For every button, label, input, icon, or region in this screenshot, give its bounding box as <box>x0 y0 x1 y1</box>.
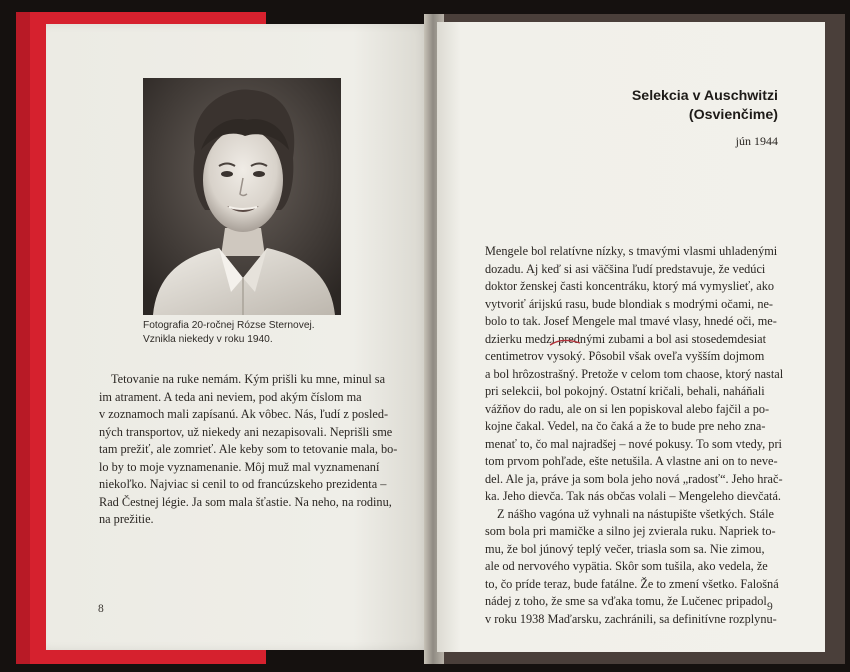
text-line: doktor ženskej časti koncentráku, ktorý má vymyslieť, ako <box>485 279 775 293</box>
text-line: v roku 1938 Maďarsku, zachránili, sa definitívne rozplynu- <box>485 611 777 626</box>
text-line: niekoľko. Najviac si cenil to od francúzskeho prezidenta – <box>99 477 387 491</box>
text-line: tom prvom pohľade, ešte netušila. A vlastne ani on to neve- <box>485 454 778 468</box>
text-line: centimetrov vysoký. Pôsobil však oveľa vyšším dojmom <box>485 349 765 363</box>
chapter-title-line: Selekcia v Auschwitzi <box>631 88 778 104</box>
portrait-photo-icon <box>143 78 341 315</box>
text-line: dozadu. Aj keď si asi väčšina ľudí predstavuje, že vedúci <box>485 261 766 276</box>
portrait-photo <box>143 78 341 315</box>
caption-line: Vznikla niekedy v roku 1940. <box>143 334 273 345</box>
right-page-body <box>485 243 785 628</box>
text-line: vytvoriť árijskú rasu, bude blondiak s modrými očami, ne- <box>485 296 774 311</box>
text-line: Mengele bol relatívne nízky, s tmavými vlasmi uhladenými <box>485 244 778 258</box>
text-line: pri selekcii, bol pokojný. Ostatní kričali, behali, naháňali <box>485 384 765 398</box>
text-line: to, čo príde teraz, bude fatálne. Že to zmení všetko. Falošná <box>485 576 779 591</box>
text-line: menať to, čo mal najradšej – nové pokusy. To som vtedy, pri <box>485 436 782 451</box>
text-line: Rad Čestnej légie. Ja som mala šťastie. Na neho, na rodinu, <box>99 494 392 509</box>
cover-edge <box>16 12 30 664</box>
chapter-title-line: (Osvienčime) <box>688 107 778 123</box>
chapter-date: jún 1944 <box>735 134 778 148</box>
chapter-title <box>632 87 778 125</box>
left-page-paragraph <box>99 371 398 529</box>
text-line: tam prežiť, ale zomrieť. Ale keby som to tetovanie mala, bo- <box>99 442 398 456</box>
text-line: som bola pri mamičke a silno jej zvierala ruku. Napriek to- <box>485 524 776 538</box>
text-line: Z nášho vagóna už vyhnali na nástupište všetkých. Stále <box>497 506 774 521</box>
photo-caption <box>143 319 403 347</box>
text-line: ale od nervového vypätia. Skôr som tušila, ako vedela, že <box>485 559 768 573</box>
text-line: lo by to moje vyznamenanie. Môj muž mal vyznamenaní <box>99 459 380 474</box>
right-page-number: 9 <box>767 601 773 613</box>
text-line: dzierku medzi prednými zubami a bol asi stosedemdesiat <box>485 331 767 346</box>
text-line: ných transportov, už niekedy ani nezapisovali. Neprišli sme <box>99 424 393 439</box>
text-line: im atrament. A teda ani neviem, pod akým číslom ma <box>99 389 362 404</box>
caption-line: Fotografia 20-ročnej Rózse Sternovej. <box>143 320 315 331</box>
text-line: a bol hrôzostrašný. Pretože v celom tom chaose, ktorý nastal <box>485 366 784 381</box>
text-line: kojne čakal. Vedel, na čo čaká a že to bude pre neho zna- <box>485 419 766 433</box>
text-line: mu, že bol júnový teplý večer, triasla som sa. Nie zimou, <box>485 541 765 556</box>
pencil-mark-icon <box>548 337 582 347</box>
text-line: nádej z toho, že sme sa vďaka tomu, že Lučenec pripadol <box>485 594 767 608</box>
left-page-number: 8 <box>98 603 104 615</box>
text-line: del. Ale ja, práve ja som bola jeho nová „radosť“. Jeho hrač- <box>485 471 783 486</box>
text-line: ka. Jeho dievča. Tak nás občas volali – Mengeleho dievčatá. <box>485 489 781 503</box>
text-line: v zoznamoch mali zapísanú. Ak vôbec. Nás, ľudí z posled- <box>99 407 389 421</box>
text-line: vážňov do radu, ale on si len popiskoval alebo fajčil a po- <box>485 401 770 416</box>
text-line: na prežitie. <box>99 512 154 526</box>
text-line: bolo to tak. Josef Mengele mal tmavé vlasy, hnedé oči, me- <box>485 314 777 328</box>
text-line: Tetovanie na ruke nemám. Kým prišli ku mne, minul sa <box>111 372 386 386</box>
